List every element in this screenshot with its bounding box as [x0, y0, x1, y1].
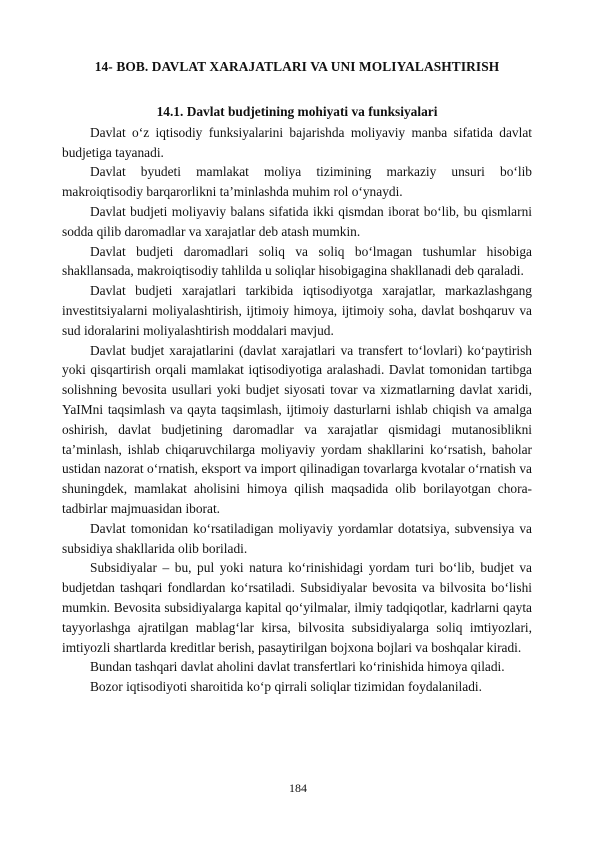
- paragraph-2: Davlat byudeti mamlakat moliya tizimining markaziy unsuri bo‘lib makroiqtisodiy barqarorlikni ta’minlashda muhim rol o‘ynaydi.: [62, 164, 532, 200]
- paragraph-7: Davlat tomonidan ko‘rsatiladigan moliyaviy yordamlar dotatsiya, subvensiya va subsidiya shakllarida olib boriladi.: [62, 520, 532, 556]
- paragraph-10: Bozor iqtisodiyoti sharoitida ko‘p qirrali soliqlar tizimidan foydalaniladi.: [90, 679, 482, 695]
- section-title: 14.1. Davlat budjetining mohiyati va funksiyalari: [156, 104, 438, 119]
- chapter-title: 14- BOB. DAVLAT XARAJATLARI VA UNI MOLIYALASHTIRISH: [94, 59, 500, 74]
- page-content: [62, 58, 532, 697]
- paragraph-6: Davlat budjet xarajatlarini (davlat xarajatlari va transfert to‘lovlari) ko‘paytirish yoki qisqartirish orqali mamlakat iqtisodiyotiga aralashadi. Davlat tomonidan tartibga solishning bevosita usullari yoki budjet siyosati tovar va xizmatlarning davlat xaridi, YaIMni taqsimlash va qayta taqsimlash, ijtimoiy dasturlarni ishlab chiqish va amalga oshirish, davlat budjetining daromadlar va xarajatlar qismidagi mutanosiblikni ta’minlash, ishlab chiqaruvchilarga moliyaviy yordam shakllarini ko‘rsatish, baholar ustidan nazorat o‘rnatish, eksport va import qilinadigan tovarlarga kvotalar o‘rnatish va shuningdek, mamlakat aholisini himoya qilish maqsadida olib borilayotgan chora-tadbirlar majmuasidan iborat.: [62, 342, 532, 516]
- paragraph-4: Davlat budjeti daromadlari soliq va soliq bo‘lmagan tushumlar hisobiga shakllansada, makroiqtisodiy tahlilda u soliqlar hisobigagina shakllanadi deb qaraladi.: [62, 243, 532, 279]
- paragraph-8: Subsidiyalar – bu, pul yoki natura ko‘rinishidagi yordam turi bo‘lib, budjet va budjetdan tashqari fondlardan ko‘rsatiladi. Subsidiyalar bevosita va bilvosita bo‘lishi mumkin. Bevosita subsidiyalarga kapital qo‘yilmalar, ilmiy tadqiqotlar, kadrlarni qayta tayyorlashga ajratilgan mablag‘lar kirsa, bilvosita subsidiyalarga soliq imtiyozlari, imtiyozli shartlarda kreditlar berish, pasaytirilgan bojxona bojlari va boshqalar kiradi.: [62, 560, 532, 655]
- paragraph-1: Davlat o‘z iqtisodiy funksiyalarini bajarishda moliyaviy manba sifatida davlat budjetiga tayanadi.: [62, 124, 532, 160]
- paragraph-5: Davlat budjeti xarajatlari tarkibida iqtisodiyotga xarajatlar, markazlashgang investitsiyalarni moliyalashtirish, ijtimoiy himoya, ijtimoiy soha, davlat boshqaruv va sud idoralarini moliyalashtirish moddalari mavjud.: [62, 283, 532, 338]
- paragraph-9: Bundan tashqari davlat aholini davlat transfertlari ko‘rinishida himoya qiladi.: [90, 659, 505, 675]
- page-number: 184: [289, 781, 307, 795]
- paragraph-3: Davlat budjeti moliyaviy balans sifatida ikki qismdan iborat bo‘lib, bu qismlarni sodda qilib daromadlar va xarajatlar deb atash mumkin.: [62, 203, 532, 239]
